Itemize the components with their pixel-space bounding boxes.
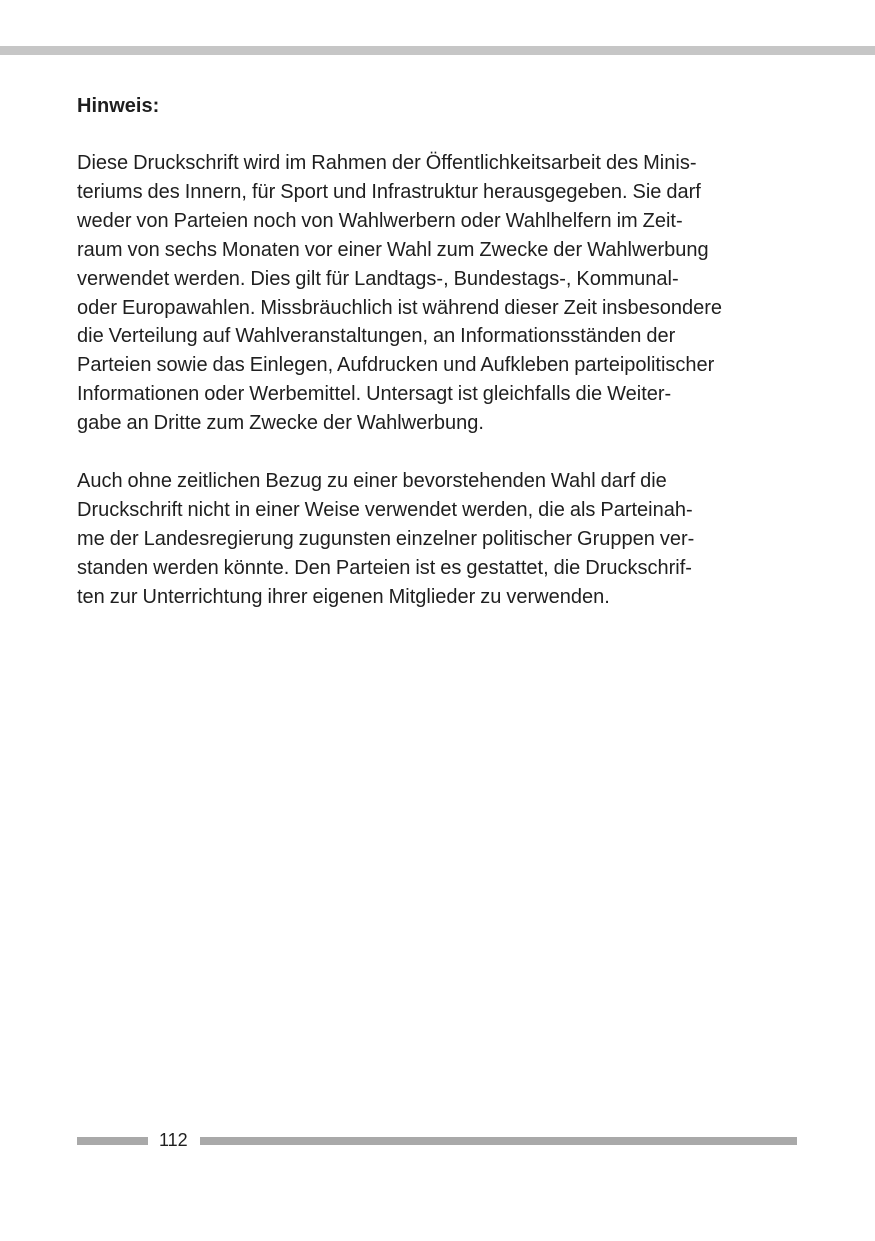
text-line: Auch ohne zeitlichen Bezug zu einer bevorstehenden Wahl darf die (77, 470, 667, 493)
text-line: teriums des Innern, für Sport und Infrastruktur herausgegeben. Sie darf (77, 180, 701, 203)
page-footer (77, 1128, 797, 1152)
text-line: Druckschrift nicht in einer Weise verwendet werden, die als Parteinah- (77, 498, 693, 521)
text-line: gabe an Dritte zum Zwecke der Wahlwerbung. (77, 412, 484, 435)
text-line: standen werden könnte. Den Parteien ist es gestattet, die Druckschrif- (77, 556, 692, 579)
text-line: Parteien sowie das Einlegen, Aufdrucken und Aufkleben parteipolitischer (77, 354, 715, 377)
text-line: raum von sechs Monaten vor einer Wahl zum Zwecke der Wahlwerbung (77, 238, 709, 261)
text-line: Diese Druckschrift wird im Rahmen der Öffentlichkeitsarbeit des Minis- (77, 152, 697, 174)
footer-rule-left (77, 1137, 148, 1145)
top-rule (0, 46, 875, 55)
notice-content (77, 92, 797, 641)
text-line: me der Landesregierung zugunsten einzelner politischer Gruppen ver- (77, 527, 695, 550)
page-number: 112 (159, 1130, 188, 1150)
text-line: oder Europawahlen. Missbräuchlich ist während dieser Zeit insbesondere (77, 296, 723, 319)
notice-paragraph-2 (77, 467, 797, 612)
notice-paragraph-1 (77, 149, 797, 438)
notice-heading: Hinweis: (77, 95, 160, 117)
footer-rule-right (200, 1137, 797, 1145)
text-line: ten zur Unterrichtung ihrer eigenen Mitglieder zu verwenden. (77, 585, 610, 608)
text-line: die Verteilung auf Wahlveranstaltungen, an Informationsständen der (77, 325, 676, 348)
text-line: verwendet werden. Dies gilt für Landtags-, Bundestags-, Kommunal- (77, 267, 679, 290)
text-line: weder von Parteien noch von Wahlwerbern oder Wahlhelfern im Zeit- (77, 209, 683, 232)
text-line: Informationen oder Werbemittel. Untersagt ist gleichfalls die Weiter- (77, 383, 672, 406)
